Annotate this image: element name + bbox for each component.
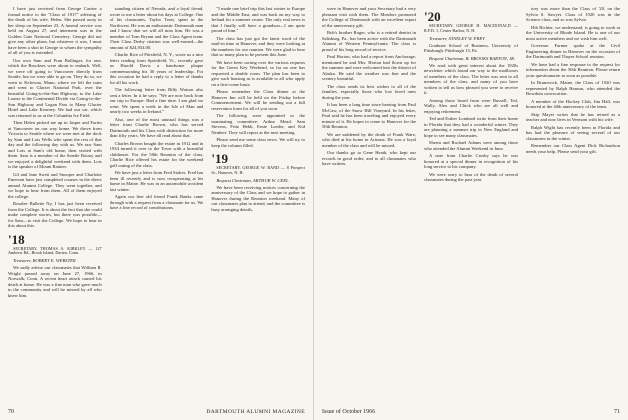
- paragraph: Ted and Esther Lombard write from their home in Florida that they had a wonderful winter. They are planning a summer trip to New England and hope to see many classmates.: [424, 116, 518, 138]
- left-page-footer: [8, 408, 305, 416]
- issue-date: Issue of October 1966: [322, 409, 376, 415]
- paragraph: We have been receiving notices concerning the anniversary of the Class and we hope to gather in Hanover during the Reunion weekend. Many of our classmates plan to attend, and the committee is busy arranging details.: [211, 184, 306, 212]
- paragraph: Also, one of the most unusual things was a letter from Charlie Brown, who has served Dartmouth and his Class with distinction for more than fifty years. We have all read about that.: [109, 116, 204, 138]
- right-col-3: [526, 6, 620, 400]
- class-heading-18: '18: [8, 231, 25, 247]
- paragraph: Rosalee Bullette Ny, I has just been received from the College. It is about the fact that she could make complete stories, but there was possible—for Sam—to visit the College. We hope to hear in this about this.: [8, 201, 102, 228]
- paragraph: We were sorry to hear of the death of several classmates during the past year.: [424, 171, 518, 183]
- paragraph: Remember our Class Agent Dick Richardson needs your help. Please send your gift.: [526, 143, 620, 154]
- paragraph: Then Helen picked me up in Jasper and Fortin at Vancouver on our way home. We drove from Victoria to Seattle where we were met at the dock by Sam and Lois Wells who spent the rest of that day and the following day with us. We saw Sam and Lois at Sam's old home, then visited with them. Sam is a member of the Seattle Rotary and we enjoyed a delightful weekend with them. Lois is the speaker of Mount Rainier.: [8, 120, 102, 169]
- paragraph: The following letter from Billy Watson also sent a letter. In it he says: "We are now back from our trip to Europe. Had a fine time. I am glad we went. We spent a week in the Isle of Man and nearly two weeks in Ireland.": [109, 87, 204, 114]
- class-heading-20: '20: [424, 9, 441, 24]
- paragraph: Sherm and Rachael Adams were among those who attended the Alumni Weekend in June.: [424, 140, 518, 151]
- paragraph: Gil and Jane Swett and Snooper and Charlotte Emerson have just completed courses in the direct annual Alumni College. They went together, and we hope to hear from them. All of them enjoyed the college.: [8, 171, 102, 199]
- right-col-1: [322, 6, 416, 400]
- paragraph: Among those heard from were Russell, Ted, Wally, Alex and Chick who are all well and enjoying retirement.: [424, 97, 518, 114]
- left-col-3: [211, 6, 305, 400]
- paragraph: Skip Mayer writes that he has retired as a teacher and now lives in Vermont with his wife.: [526, 111, 620, 122]
- paragraph: The class sends its best wishes to all of the families, especially those who lost loved ones during the year.: [322, 83, 416, 100]
- paragraph: Bob's brother Roger, who is a retired dentist in Saltsburg, Pa., has been active with the Dartmouth Alumni of Western Pennsylvania. The class is proud of his long record of service.: [322, 30, 416, 52]
- left-page-columns: [8, 6, 305, 400]
- class-bequest-19: Bequest Chairman, ARTHUR W. CEEL: [216, 177, 289, 183]
- right-page-footer: [322, 408, 620, 416]
- left-col-2: [110, 6, 204, 400]
- paragraph: Hib Richter, we understand, is going to work at the University of Rhode Island. He is one of our most active members and we wish him well.: [526, 24, 620, 41]
- right-col-2: [424, 6, 518, 400]
- paragraph: Ralph Wight has recently been in Florida and has had the pleasure of seeing several of our classmates in the winter.: [526, 124, 620, 141]
- paragraph: Please send me some class news. We will try to keep the column filled.: [211, 137, 306, 148]
- left-col-1: [8, 6, 102, 400]
- paragraph: In Brunswick, Maine, the Class of 1920 was represented by Ralph Hanson, who attended the Bowdoin convocation.: [526, 80, 620, 96]
- paragraph: Our own Sam and Fran Bollinger, for one, which the Brookses were about to embark. Well, we were off going to Vancouver directly from Seattle, but we were able to go on. They do so, we went to Kelowna, Manu, where we left the train and went to Glacier National Park, over the beautiful Going-to-the-Sun Highway, to the Lake Louise to the Continental Divide via Going-to-the-Sun Highway and Logan Pass to Many Glacier Hotel and Lake Kearney. We had our car, which was returned to us at the Columbia Ice Field.: [8, 57, 102, 118]
- paragraph: Again our fine old friend Frank Banks came through with a request from a classmate for us. We have a fine record of contributions.: [109, 194, 204, 210]
- class-bequest-20: Bequest Chairman, B. BROOKS BARTON, JR.: [429, 55, 516, 61]
- journal-name: DARTMOUTH ALUMNI MAGAZINE: [206, 409, 305, 415]
- paragraph: A member of the Hockey Club, Jim Hall, was honored at the 40th anniversary of the team.: [526, 98, 620, 109]
- paragraph: We sadly advise our classmates that William R. Wright passed away on June 27, 1966, in Norwalk, Conn. A recent heart attack caused his death at home. He was a fine man who gave much to the community and will be missed by all who knew him.: [8, 265, 102, 298]
- class-treasurer-18: Treasurer, ROBERT E. WEBSTER: [13, 258, 76, 264]
- right-page: [314, 0, 628, 420]
- paragraph: were in Hanover and your Secretary had a very pleasant visit with them. The Meadors promoted the College of Dartmouth with an excellent report of the anniversary gift.: [322, 6, 416, 28]
- paragraph: Charlie Rice of Pittsfield, N. Y., wrote us a nice letter reading from Sprinfield, Vt., recently gave us Harold Davis a handsome plaque commemorating his 30 years of leadership. For this occasion he had a reply to a letter of thanks for all his work.: [109, 52, 204, 85]
- paragraph: The following were appointed to the nominating committee: Arthur Mead, Sam Stevens, Fritz Hebb, Ernie Lueder, and Kid Neubert. They will report at the next meeting.: [211, 113, 306, 135]
- paragraph: tory was more than the Class of '20, on the Sylvia S. Sawyer. Class of 1920 was in the Science class, and so was Sylvia.: [526, 6, 620, 22]
- paragraph: A note from Charlie Crosby says he was honored at a special dinner in recognition of his long service to his company.: [424, 153, 518, 170]
- page-number: 70: [8, 409, 14, 415]
- paragraph: Governor Farmer spoke at the Civil Engineering dinner in Hanover on the occasion of the Dartmouth and Thayer School reunion.: [526, 43, 620, 59]
- paragraph: We read with great interest about the 1920s newsletter which found our way to the mailboxes of members of the class. The letter was sent to all members of the class, and many of you have written to tell us how pleased you were to receive it.: [424, 62, 518, 96]
- paragraph: The class has just got the latest word of the mail-in time at Hanover, and they were looking at the numbers for our reunion. We were glad to hear that so many plan to be present this June.: [211, 35, 306, 57]
- paragraph: "I made one brief trip this last winter to Europe and the Middle East, and was back on my way to Ireland for a summer cruise. The only real news is that I finally will have a grandson—I am quite proud of him.": [211, 6, 306, 33]
- paragraph: Charles Brown bought the estate in 1912 and in 1934 turned it over to the Town with a beautiful clubhouse. For the 50th Reunion of the class, Charlie Rice offered his estate for the weekend golf outing of the class.: [109, 140, 204, 168]
- paragraph: We are saddened by the death of Frank Ware, who died at his home in Arizona. He was a loyal member of the class and will be missed.: [322, 131, 416, 148]
- paragraph: It has been a long time since hearing from Paul McCaw, of the Snow Hill Vineyard. In his letter, Paul said he has been traveling and enjoyed every minute of it. He hopes to come to Hanover for the 50th Reunion.: [322, 102, 416, 129]
- paragraph: We have just a letter from Fred Stokes. Fred has been ill recently and is now recuperating at his home in Maine. He was in an automobile accident last winter.: [109, 170, 204, 192]
- class-secretary-20: SECRETARY, GEORGE H. MACDONALD — R.F.D. 1, Center Harbor, N. H.: [424, 23, 518, 33]
- class-treasurer-20: Treasurer, STANLEY W. FREY: [429, 35, 485, 41]
- page-number: 71: [614, 409, 620, 415]
- paragraph: standing citizen of Nevada, and a loyal friend, wrote to me a letter about his days at College. One of his classmates, Taylor Treat, spent in the Northwest. He was an enthusiastic Dartmouth man and I know that we will all miss him. He was a member of Tom Bryant and the Class Agent team. Their Class Derby citation was well-earned—the amount of $24,934.00.: [109, 6, 204, 50]
- paragraph: We have been sorting over the various requests for the Green Key Weekend, so far no one has requested a double room. The plan has been to give such housing as is available to all who apply on a first-come basis.: [211, 59, 306, 87]
- class-secretary-18: SECRETARY, THOMAS A. KIRKLEY — 127 Amherst Rd., Brook Island, Darien, Conn.: [8, 245, 102, 256]
- class-heading-19: '19: [211, 151, 228, 166]
- paragraph: I have just received from George Carrier a formal notice to the "Class of 1917" advising of the death of his wife, Helen. She passed away in her sleep on September 23. A funeral service was held on August 27, and interment was in the Golden Gate National Cemetery. George did not give any other plans, but whatever it was, I must have been a shot in George to whom the sympathy of all of you is extended.: [8, 6, 102, 55]
- paragraph: Please remember the Class dinner at the Hanover Inn will be held on the Friday before Commencement. We will be sending out a full reservation form for all of you soon.: [211, 89, 306, 111]
- paragraph: We have had a fine response to the request for information about the 50th Reunion. Please return your questionnaire as soon as possible.: [526, 61, 620, 78]
- paragraph: Graduate School of Business, University of Pittsburgh, Pittsburgh 13, Pa.: [424, 42, 518, 54]
- paragraph: Our thanks go to Gene Heath, who kept our records in good order, and to all classmates who have written.: [322, 150, 416, 166]
- class-secretary-19: SECRETARY, GEORGE W. RAND — 8 Prospect St., Hanover, N. H.: [211, 165, 306, 175]
- right-page-columns: [322, 6, 620, 400]
- paragraph: Paul Horton, who had a report from Anchorage, mentioned he and Mrs. Horton had flown up for the summer and were welcomed into the district of Alaska. He said the weather was fine and the scenery beautiful.: [322, 54, 416, 81]
